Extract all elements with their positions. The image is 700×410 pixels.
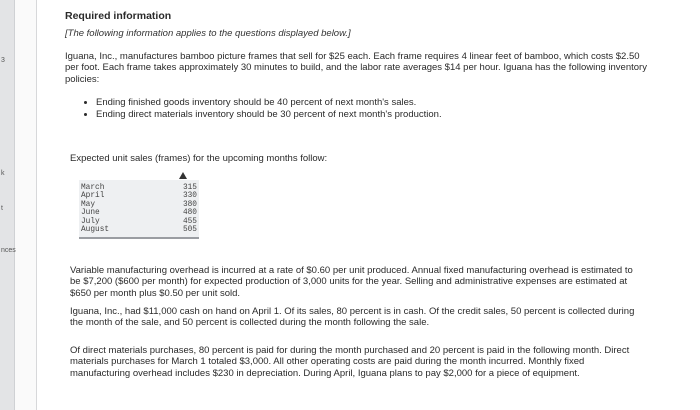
units-cell: 380 — [182, 200, 197, 209]
variable-overhead-paragraph: Variable manufacturing overhead is incurred at a rate of $0.60 per unit produced. Annual fixed manufacturing overhead is estimated to be $7,200 ($600 per month) for expected production of 3,000 units for the year. Selling and administrative expenses are estimated at $650 per month plus $0.50 per unit sold. — [70, 265, 633, 299]
table-row — [79, 218, 199, 226]
list-item: • Ending direct materials inventory should be 30 percent of next month's production. — [96, 109, 650, 120]
unit-sales-table — [79, 180, 199, 239]
section-subtitle: [The following information applies to the questions displayed below.] — [65, 28, 351, 39]
units-cell: 330 — [182, 192, 197, 201]
units-cell: 315 — [182, 184, 197, 192]
month-cell: April — [81, 192, 105, 201]
left-sidebar-strip — [0, 0, 15, 410]
strip-label: nces — [1, 247, 16, 254]
month-cell: July — [81, 217, 100, 226]
table-row — [79, 192, 199, 200]
cash-info-paragraph: Iguana, Inc., had $11,000 cash on hand on April 1. Of its sales, 80 percent is in cash. Of the credit sales, 50 percent is collected during the month of the sale, and 50 percent is collected during the month following the sale. — [70, 306, 635, 329]
units-cell: 480 — [182, 209, 197, 218]
policy-list — [65, 97, 650, 120]
month-cell: June — [81, 209, 100, 218]
section-title: Required information — [65, 10, 172, 22]
table-row — [79, 209, 199, 217]
table-row — [79, 184, 199, 192]
table-row — [79, 201, 199, 209]
month-cell: May — [81, 200, 96, 209]
list-item: • Ending finished goods inventory should be 40 percent of next month's sales. — [96, 97, 650, 108]
table-row — [79, 226, 199, 234]
intro-paragraph: Iguana, Inc., manufactures bamboo picture frames that sell for $25 each. Each frame requires 4 linear feet of bamboo, which costs $2.50 per foot. Each frame takes approximately 30 minutes to build, and the labor rate averages $14 per hour. Iguana has the following inventory policies: — [65, 51, 647, 85]
question-card — [36, 0, 700, 410]
mouse-cursor-icon — [179, 172, 187, 179]
strip-label: k — [1, 170, 5, 177]
strip-label: t — [1, 205, 3, 212]
strip-label: 3 — [1, 57, 5, 64]
units-cell: 505 — [182, 226, 197, 235]
units-cell: 455 — [182, 217, 197, 226]
month-cell: August — [81, 226, 110, 235]
expected-sales-label: Expected unit sales (frames) for the upcoming months follow: — [70, 153, 328, 164]
purchases-paragraph: Of direct materials purchases, 80 percent is paid for during the month purchased and 20 percent is paid in the following month. Direct materials purchases for March 1 totaled $3,000. All other operating costs are paid during the month incurred. Monthly fixed manufacturing overhead includes $230 in depreciation. During April, Iguana plans to pay $2,000 for a piece of equipment. — [70, 345, 630, 379]
question-content — [65, 10, 650, 379]
month-cell: March — [81, 184, 105, 192]
